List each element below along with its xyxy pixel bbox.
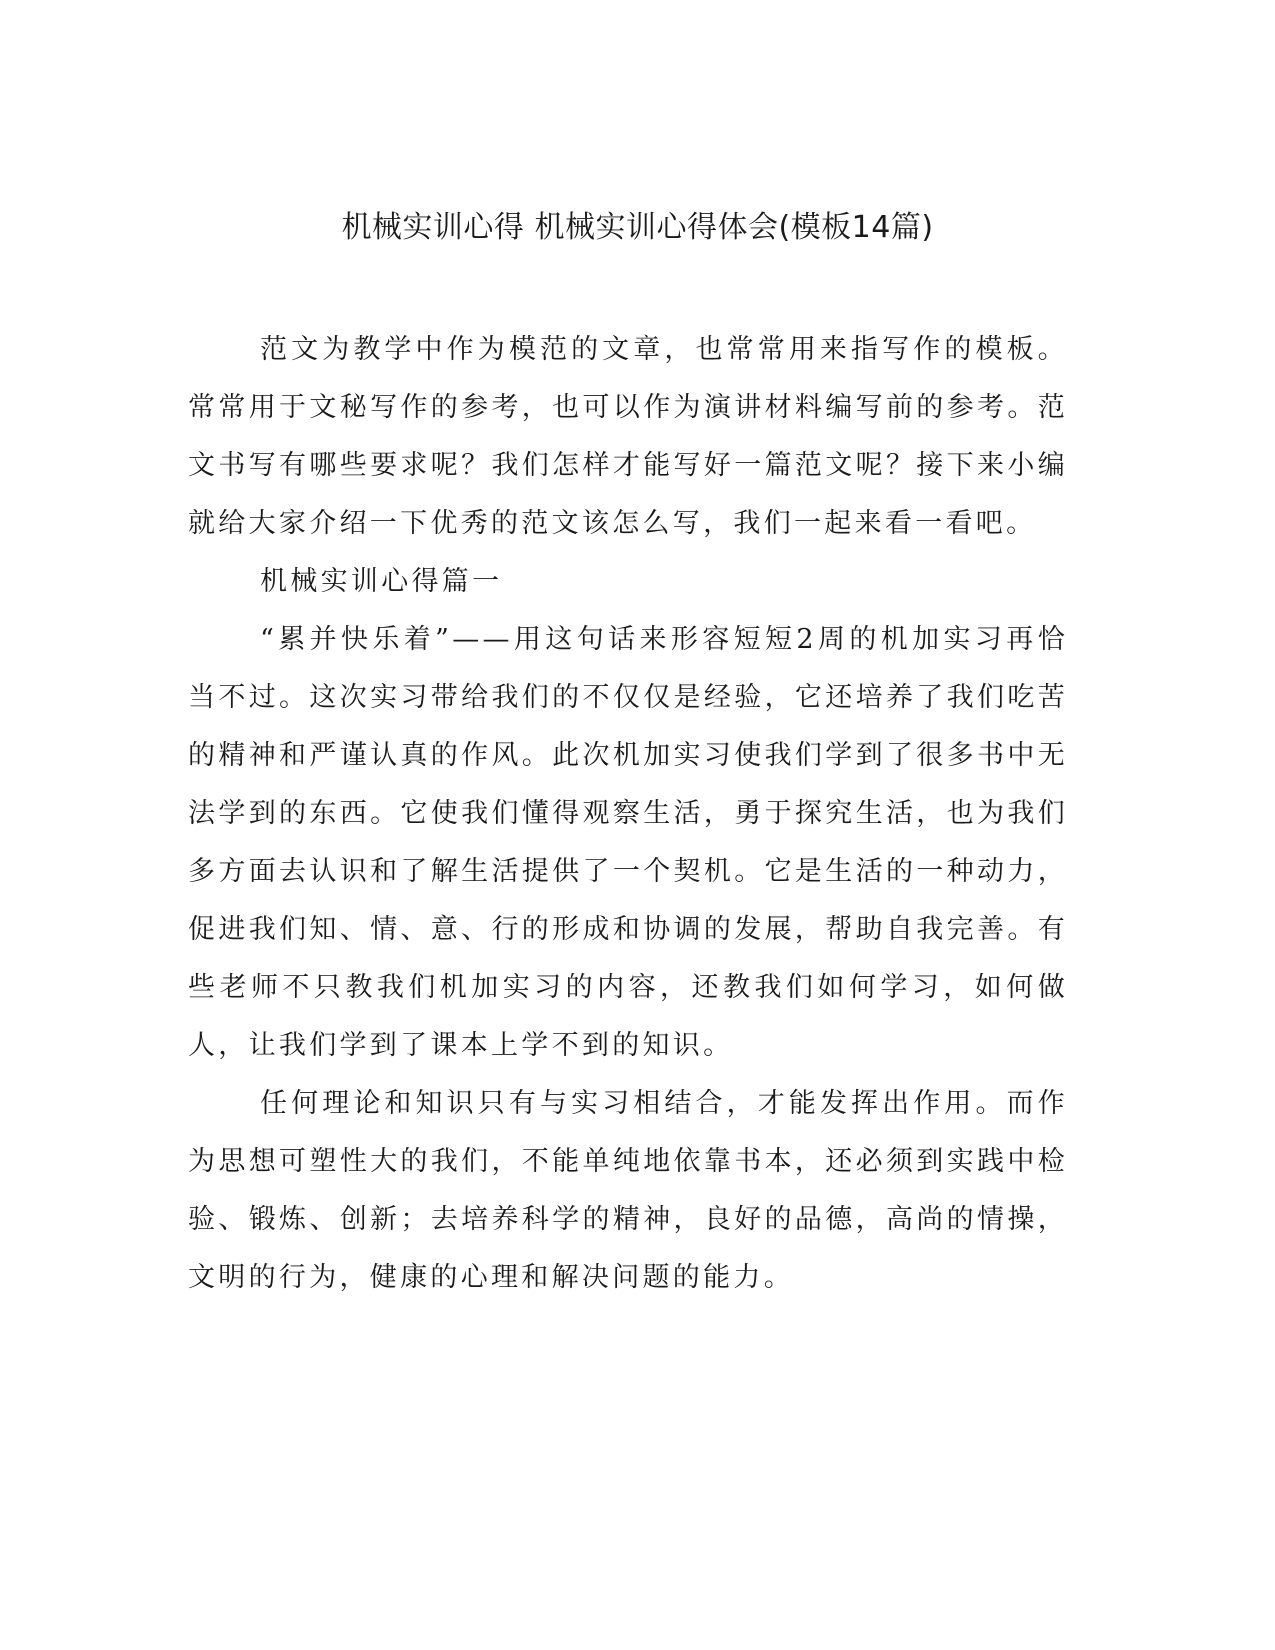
body-paragraph: “累并快乐着”——用这句话来形容短短2周的机加实习再恰当不过。这次实习带给我们的不仅仅是经验，它还培养了我们吃苦的精神和严谨认真的作风。此次机加实习使我们学到了很多书中无法学到的东西。它使我们懂得观察生活，勇于探究生活，也为我们多方面去认识和了解生活提供了一个契机。它是生活的一种动力，促进我们知、情、意、行的形成和协调的发展，帮助自我完善。有些老师不只教我们机加实习的内容，还教我们如何学习，如何做人，让我们学到了课本上学不到的知识。 [188, 624, 1068, 1061]
intro-paragraph: 范文为教学中作为模范的文章，也常常用来指写作的模板。常常用于文秘写作的参考，也可以作为演讲材料编写前的参考。范文书写有哪些要求呢？我们怎样才能写好一篇范文呢？接下来小编就给大家介绍一下优秀的范文该怎么写，我们一起来看一看吧。 [188, 334, 1068, 539]
body-paragraph: 任何理论和知识只有与实习相结合，才能发挥出作用。而作为思想可塑性大的我们，不能单纯地依靠书本，还必须到实践中检验、锻炼、创新；去培养科学的精神，良好的品德，高尚的情操，文明的行为，健康的心理和解决问题的能力。 [188, 1088, 1068, 1293]
document-body [188, 321, 1068, 1307]
section-heading: 机械实训心得篇一 [260, 566, 503, 597]
document-title: 机械实训心得 机械实训心得体会(模板14篇) [341, 210, 934, 245]
